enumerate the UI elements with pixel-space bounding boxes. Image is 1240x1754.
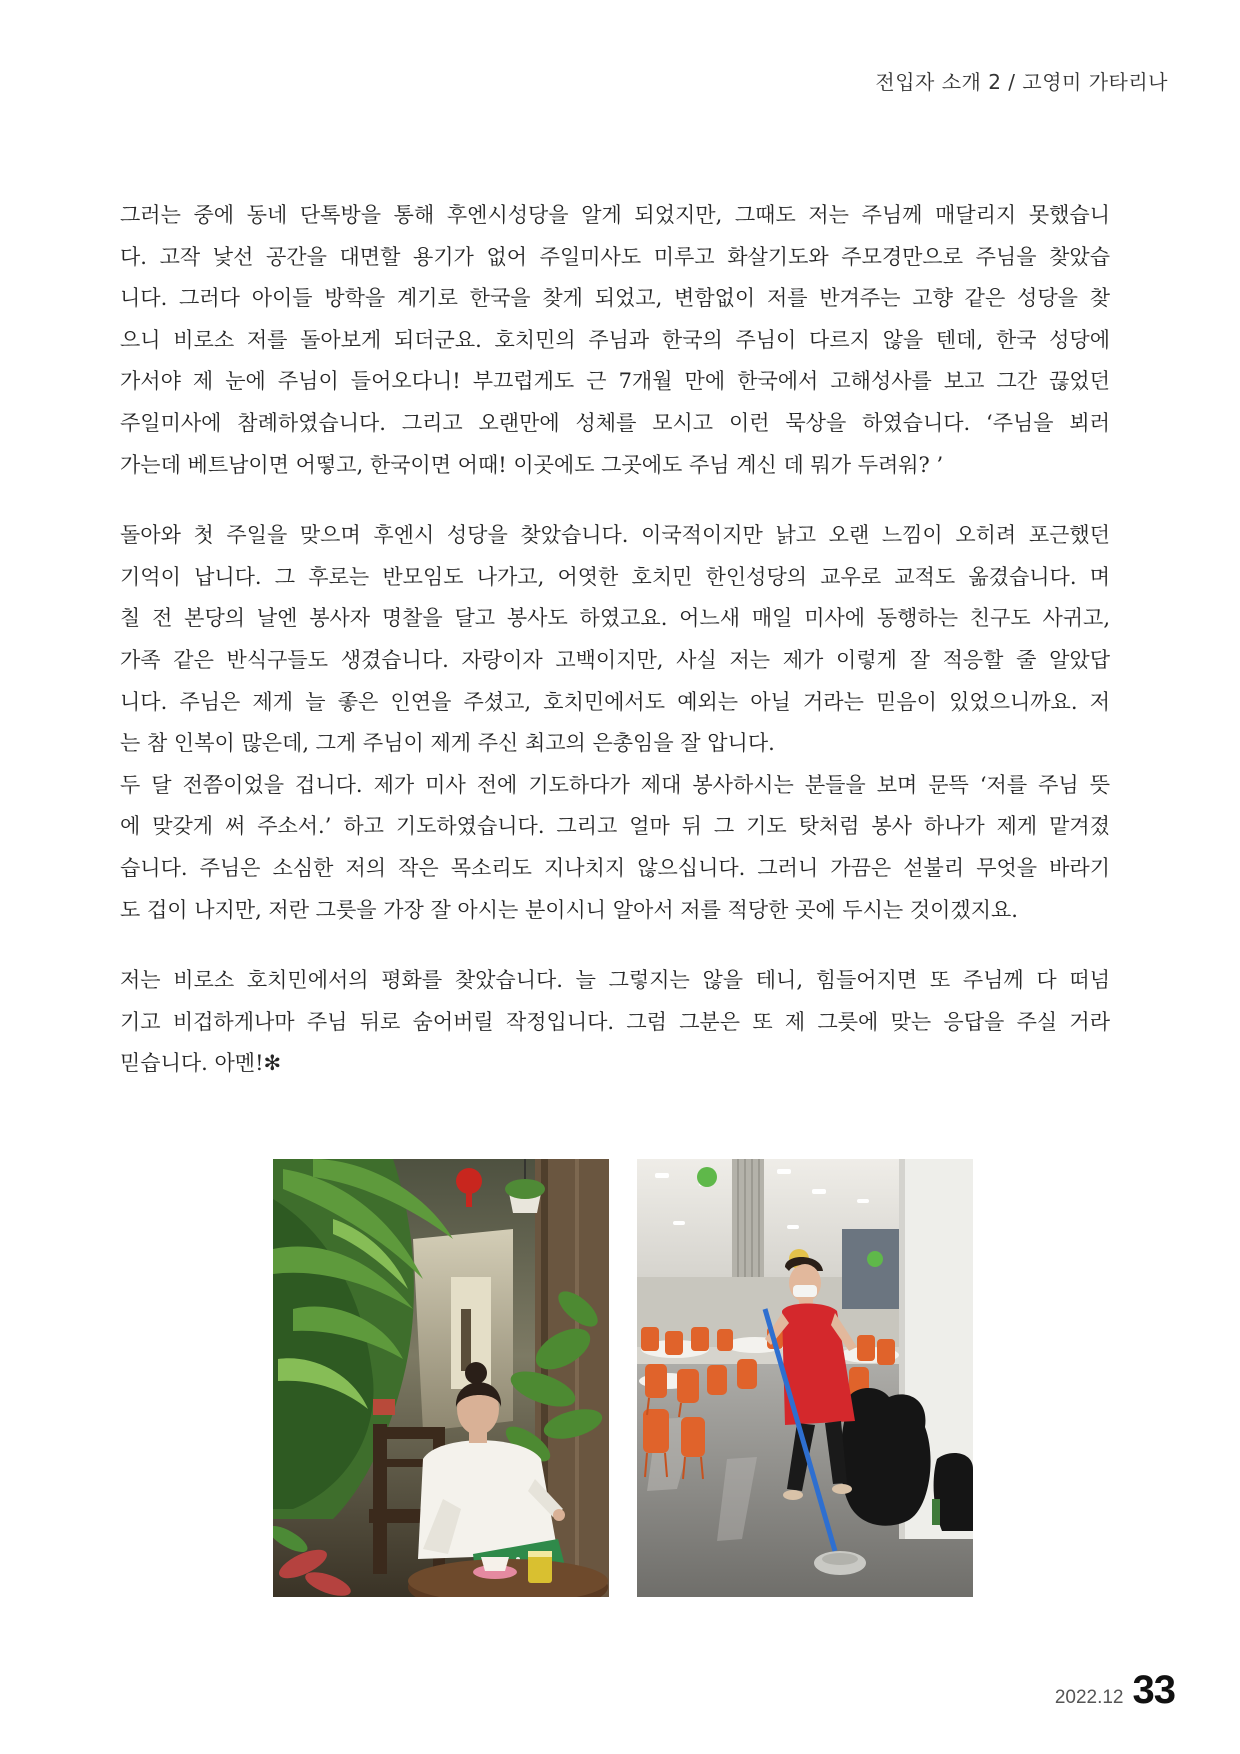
text-line: 니다. 그러다 아이들 방학을 계기로 한국을 찾게 되었고, 변함없이 저를 반겨주는 고향 같은 성당을 찾 xyxy=(120,286,1110,311)
bottle xyxy=(932,1499,940,1525)
text-line: 그러는 중에 동네 단톡방을 통해 후엔시성당을 알게 되었지만, 그때도 저는 주님께 매달리지 못했습니 xyxy=(120,203,1110,227)
running-title: 전입자 소개 2 / 고영미 가타리나 xyxy=(875,70,1168,94)
photo-cafe-alley xyxy=(273,1159,609,1597)
text-line: 돌아와 첫 주일을 맞으며 후엔시 성당을 찾았습니다. 이국적이지만 낡고 오랜 느낌이 오히려 포근했던 xyxy=(120,523,1110,548)
paragraph-2 xyxy=(120,515,1110,765)
text-line: 에 맞갖게 써 주소서.’ 하고 기도하였습니다. 그리고 얼마 뒤 그 기도 탓처럼 봉사 하나가 제게 맡겨졌 xyxy=(120,814,1110,839)
text-line: 칠 전 본당의 날엔 봉사자 명찰을 달고 봉사도 하였고요. 어느새 매일 미사에 동행하는 친구도 사귀고, xyxy=(120,606,1110,631)
text-line: 저는 비로소 호치민에서의 평화를 찾았습니다. 늘 그렇지는 않을 테니, 힘들어지면 또 주님께 다 떠넘 xyxy=(120,968,1110,993)
text-line: 도 겁이 나지만, 저란 그릇을 가장 잘 아시는 분이시니 알아서 저를 적당한 곳에 두시는 것이겠지요. xyxy=(120,897,1018,922)
text-line: 주일미사에 참례하였습니다. 그리고 오랜만에 성체를 모시고 이런 묵상을 하였습니다. ‘주님을 뵈러 xyxy=(120,410,1110,435)
paragraph-1 xyxy=(120,195,1110,486)
issue-date: 2022.12 xyxy=(1054,1687,1124,1708)
red-box xyxy=(373,1399,395,1415)
text-line: 가서야 제 눈에 주님이 들어오다니! 부끄럽게도 근 7개월 만에 한국에서 고해성사를 보고 그간 끊었던 xyxy=(120,369,1110,394)
paragraph-3 xyxy=(120,765,1110,931)
text-line: 가는데 베트남이면 어떻고, 한국이면 어때! 이곳에도 그곳에도 주님 계신 데 뭐가 두려워? ’ xyxy=(120,452,944,477)
text-line: 습니다. 주님은 소심한 저의 작은 목소리도 지나치지 않으십니다. 그러니 가끔은 섣불리 무엇을 바라기 xyxy=(120,855,1110,880)
text-line: 니다. 주님은 제게 늘 좋은 인연을 주셨고, 호치민에서도 예외는 아닐 거라는 믿음이 있었으니까요. 저 xyxy=(120,689,1110,714)
text-line: 다. 고작 낯선 공간을 대면할 용기가 없어 주일미사도 미루고 화살기도와 주모경만으로 주님을 찾았습 xyxy=(120,244,1110,269)
text-line: 기억이 납니다. 그 후로는 반모임도 나가고, 어엿한 호치민 한인성당의 교우로 교적도 옮겼습니다. 며 xyxy=(120,564,1110,589)
paragraph-4 xyxy=(120,960,1110,1085)
text-line: 가족 같은 반식구들도 생겼습니다. 자랑이자 고백이지만, 사실 저는 제가 이렇게 잘 적응할 줄 알았답 xyxy=(120,647,1110,672)
window xyxy=(842,1229,899,1309)
article-body xyxy=(120,195,1110,1085)
text-line: 두 달 전쯤이었을 겁니다. 제가 미사 전에 기도하다가 제대 봉사하시는 분들을 보며 문뜩 ‘저를 주님 뜻 xyxy=(120,772,1110,797)
iced-drink-glass xyxy=(528,1551,552,1583)
page-number: 33 xyxy=(1132,1668,1175,1712)
text-line: 기고 비겁하게나마 주님 뒤로 숨어버릴 작정입니다. 그럼 그분은 또 제 그릇에 맞는 응답을 주실 거라 xyxy=(120,1009,1110,1034)
photo-hall-mopping xyxy=(637,1159,973,1597)
page-folio xyxy=(1055,1668,1175,1713)
text-line: 으니 비로소 저를 돌아보게 되더군요. 호치민의 주님과 한국의 주님이 다르지 않을 텐데, 한국 성당에 xyxy=(120,327,1110,352)
hall-mopping-image xyxy=(637,1159,973,1597)
cafe-alley-image xyxy=(273,1159,609,1597)
text-line: 는 참 인복이 많은데, 그게 주님이 제게 주신 최고의 은총임을 잘 압니다. xyxy=(120,731,775,756)
text-line: 믿습니다. 아멘!✻ xyxy=(120,1051,282,1076)
